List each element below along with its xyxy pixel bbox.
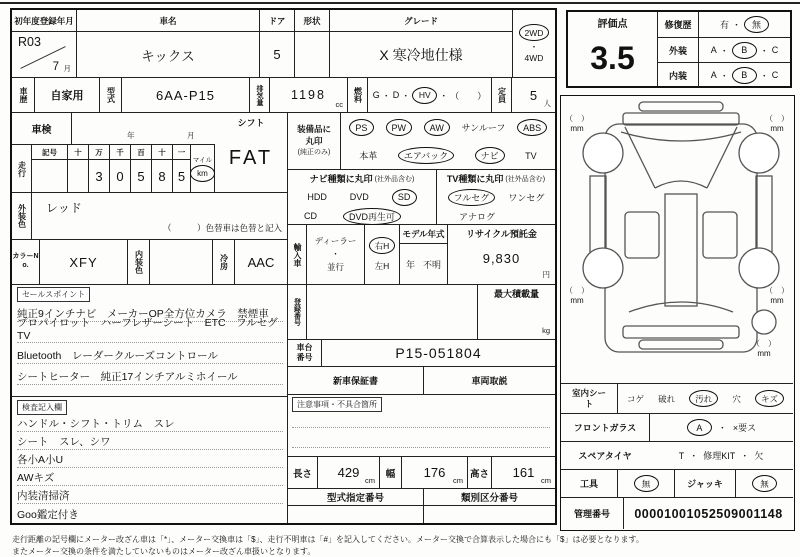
height-value: 161 (512, 465, 535, 480)
type-no-cell (288, 489, 424, 523)
interior-seat-row (561, 384, 793, 414)
nav-cd: CD (304, 211, 317, 221)
shift-value: FAT (228, 147, 274, 169)
km-circled: km (190, 165, 215, 182)
displacement-value-cell (270, 78, 348, 113)
recycle-label: リサイクル預託金 (466, 229, 537, 239)
shape-cell (295, 10, 330, 78)
equipment-label-cell (288, 113, 341, 170)
shaken-label-cell: 車検 (12, 113, 72, 145)
jack-value-cell (736, 470, 793, 497)
exterior-a: A (710, 45, 717, 55)
mileage-label-cell (12, 145, 32, 193)
model-code-value-cell: 6AA-P15 (122, 78, 250, 113)
width-label-cell: 幅 (380, 457, 402, 489)
int-color-label: 内装色 (134, 250, 144, 274)
ac-label-cell (213, 240, 235, 285)
left-handle: 左H (374, 261, 390, 271)
equip-ps-circled: PS (349, 119, 374, 136)
equipment-label-2: 丸印 (305, 136, 323, 147)
fuel-value-cell (368, 78, 492, 113)
tire-depth-mm: mm (770, 296, 784, 306)
note-line: Goo鑑定付き (17, 509, 79, 521)
spare-missing: 欠 (754, 451, 764, 461)
sales-points-cell (12, 285, 288, 397)
tire-depth-mm: mm (770, 124, 784, 134)
capacity-value: 5 (529, 87, 538, 103)
windshield-a-circled: A (687, 419, 712, 436)
drive-cell (513, 10, 555, 78)
door-cell (260, 10, 295, 78)
fuel-dot: ・ (439, 90, 449, 101)
digit-value: 8 (158, 169, 166, 184)
model-year-label: モデル年式 (400, 225, 447, 244)
mile-label: マイル (192, 157, 213, 164)
windshield-x: ×要ス (732, 423, 757, 433)
mileage-digit-cell (131, 145, 152, 193)
rating-score-cell (568, 12, 658, 86)
drive-4wd: 4WD (524, 53, 544, 63)
equipment-items-cell (341, 113, 555, 170)
tv-type-cell (437, 170, 555, 225)
model-year-cell (400, 225, 448, 285)
length-value: 429 (337, 465, 360, 480)
nav-type-sub: (社外品含む) (374, 175, 415, 183)
tire-depth-marker (763, 286, 791, 307)
nav-type-title: ナビ種類に丸印 (309, 174, 373, 184)
fuel-dot: ・ (381, 90, 391, 101)
dot: ・ (717, 423, 727, 433)
mileage-sign-label: 記号 (32, 145, 67, 160)
dot: ・ (719, 45, 729, 56)
displacement-label: 排気量 (256, 84, 263, 106)
height-label-cell: 高さ (468, 457, 492, 489)
sales-points-label: セールスポイント (17, 287, 90, 302)
grade-label: グレード (330, 10, 512, 32)
jack-label: ジャッキ (675, 470, 736, 497)
equip-pw-circled: PW (386, 119, 413, 136)
shaken-year-label: 年 (127, 131, 135, 140)
type-no-label: 型式指定番号 (288, 489, 423, 506)
fuel-hv-circled: HV (412, 87, 437, 104)
note-line: 内装清掃済 (17, 487, 283, 504)
class-no-label: 類別区分番号 (424, 489, 555, 506)
management-no-value: 00001001052509001148 (634, 506, 783, 521)
ext-color-label-cell (12, 193, 32, 240)
exterior-grade-label: 外装 (658, 38, 699, 62)
seat-stain-circled: 汚れ (689, 390, 718, 407)
registration-no-label: 登録番号 (293, 298, 301, 326)
windshield-row (561, 414, 793, 442)
warranty-cell: 新車保証書 (288, 367, 424, 395)
spare-tire-label: スペアタイヤ (578, 451, 632, 461)
caution-line (292, 427, 550, 428)
history-label: 車歴 (19, 87, 28, 103)
class-no-cell (424, 489, 555, 523)
dot: ・ (759, 70, 769, 81)
manual-cell: 車両取説 (424, 367, 555, 395)
interior-grade-label: 内装 (658, 63, 699, 87)
month-unit: 月 (63, 64, 71, 73)
max-load-unit: kg (542, 326, 550, 335)
caution-line (292, 447, 550, 448)
width-unit: cm (453, 476, 463, 485)
int-color-value-cell (150, 240, 213, 285)
interior-a: A (710, 70, 717, 80)
mileage-digit-cell (110, 145, 131, 193)
tire-depth-marker (763, 114, 791, 135)
nav-dvd: DVD (349, 192, 369, 202)
windshield-label: フロントガラス (561, 414, 650, 441)
caution-cell (288, 395, 555, 457)
car-diagram (561, 96, 793, 384)
registration-no-label-cell (288, 285, 307, 340)
tire-depth-mm: mm (757, 349, 771, 359)
displacement-value: 1198 (291, 88, 326, 102)
tire-depth-paren: （ ） (565, 114, 589, 123)
mileage-unit-cell (191, 145, 215, 193)
import-dealer-cell (307, 225, 365, 285)
drive-2wd-circled: 2WD (519, 24, 550, 41)
tire-depth-marker (563, 114, 591, 135)
fuel-paren: （ ） (450, 90, 487, 101)
chassis-label-cell (288, 340, 322, 367)
tools-row (561, 470, 793, 498)
scan-edge-line (0, 2, 800, 4)
first-registration-cell (12, 10, 77, 78)
length-value-cell (318, 457, 380, 489)
rating-label: 評価点 (597, 18, 628, 30)
first-registration-label: 初年度登録年月 (12, 10, 76, 32)
history-label-cell (12, 78, 35, 113)
ac-value-cell: AAC (235, 240, 288, 285)
digit-col-label: 十 (68, 145, 88, 160)
equip-aw-circled: AW (424, 119, 450, 136)
first-registration-year: R03 (18, 35, 41, 49)
model-year-value: 不明 (423, 259, 442, 270)
capacity-label: 定員 (497, 87, 507, 103)
first-registration-month: 7 (52, 61, 59, 73)
grade-value: X 寒冷地仕様 (379, 46, 463, 63)
door-value: 5 (273, 47, 281, 62)
registration-no-value-cell (307, 285, 478, 340)
import-label: 輸入車 (293, 242, 302, 267)
mileage-digit-cell (89, 145, 110, 193)
equip-sunroof: サンルーフ (461, 123, 506, 133)
dot: ・ (759, 45, 769, 56)
equip-navi-circled: ナビ (475, 147, 505, 164)
car-name-cell (77, 10, 260, 78)
grade-cell (330, 10, 513, 78)
digit-col-label: 十 (152, 145, 172, 160)
spare-repair-kit: 修理KIT (703, 451, 736, 461)
repair-no-circled: 無 (744, 16, 769, 33)
handle-cell (365, 225, 400, 285)
height-value-cell (492, 457, 555, 489)
displacement-label-cell (250, 78, 270, 113)
dot: ・ (719, 70, 729, 81)
dot: ・ (689, 451, 699, 461)
tire-depth-marker (563, 286, 591, 307)
equipment-label-1: 装備品に (296, 124, 331, 135)
door-label: ドア (260, 10, 294, 32)
displacement-unit: cc (335, 100, 343, 109)
tire-depth-mm: mm (570, 124, 584, 134)
note-line: 各小A小U (17, 451, 283, 468)
digit-value: 3 (95, 169, 103, 184)
equipment-label-3: (純正のみ) (297, 148, 331, 156)
car-name-label: 車名 (77, 10, 259, 32)
fuel-label: 燃料 (353, 87, 363, 103)
seat-tear: 破れ (658, 393, 676, 404)
exterior-b-circled: B (732, 42, 757, 59)
sales-line: シートヒーター 純正17インチアルミホイール (17, 365, 283, 385)
digit-value (68, 160, 88, 193)
nav-type-cell (288, 170, 437, 225)
dot: ・ (732, 20, 742, 30)
spare-tire-row (561, 442, 793, 470)
drive-dot: ・ (529, 42, 539, 52)
exterior-c: C (771, 45, 779, 55)
model-code-label-cell (100, 78, 122, 113)
rating-table (566, 10, 792, 88)
nav-sd-circled: SD (392, 189, 417, 206)
color-change-note: （ ）色替車は色替と記入 (162, 223, 282, 233)
tv-analog: アナログ (459, 211, 496, 222)
fuel-diesel: D (392, 90, 400, 100)
digit-col-label: 百 (131, 145, 151, 160)
recycle-value: 9,830 (482, 250, 521, 266)
digit-value: 5 (177, 169, 186, 184)
equip-tv: TV (525, 150, 537, 161)
digit-col-label: 一 (173, 145, 190, 160)
digit-col-label: 万 (89, 145, 109, 160)
color-no-label: カラーNo. (12, 253, 39, 269)
shape-value (295, 32, 329, 77)
int-color-label-cell (128, 240, 150, 285)
spare-t: T (678, 450, 685, 461)
dealer-dot: ・ (331, 249, 340, 260)
ext-color-label: 外装色 (17, 204, 27, 228)
management-no-label: 管理番号 (561, 498, 624, 529)
max-load-cell (478, 285, 555, 340)
shaken-date-cell (72, 113, 215, 145)
dealer-label: ディーラー (314, 236, 357, 247)
tv-type-title: TV種類に丸印 (446, 174, 504, 184)
note-line: ハンドル・シフト・トリム スレ (17, 415, 283, 432)
tire-depth-paren: （ ） (565, 286, 589, 295)
mileage-digit-cell (152, 145, 173, 193)
ac-label: 冷房 (219, 254, 229, 270)
sales-line: プロパイロット ハーフレザーシート ETC フルセグTV (17, 323, 283, 343)
tire-depth-paren: （ ） (752, 339, 776, 348)
height-unit: cm (541, 476, 551, 485)
management-no-row (561, 498, 793, 529)
color-no-label-cell (12, 240, 40, 285)
model-year-unit: 年 (405, 259, 415, 270)
shape-label: 形状 (295, 10, 329, 32)
spare-tire-depth-marker (750, 339, 778, 360)
repair-yes: 有 (719, 20, 729, 30)
equip-airbag-circled: エアバック (398, 147, 454, 164)
tv-oneseg: ワンセグ (508, 192, 545, 203)
shaken-month-label: 月 (187, 131, 195, 140)
import-label-cell (288, 225, 307, 285)
interior-b-circled: B (732, 67, 757, 84)
fuel-dot: ・ (401, 90, 411, 101)
car-name-value: キックス (141, 48, 195, 64)
history-value-cell: 自家用 (35, 78, 100, 113)
parallel-label: 並行 (326, 261, 344, 272)
max-load-label: 最大積載量 (493, 288, 539, 299)
right-handle-circled: 右H (369, 237, 396, 254)
mileage-sign-cell (32, 145, 68, 193)
shift-label: シフト (237, 117, 265, 128)
capacity-value-cell (512, 78, 555, 113)
model-code-label: 型式 (106, 87, 116, 103)
sales-line: Bluetooth レーダークルーズコントロール (17, 344, 283, 364)
tools-label: 工具 (561, 470, 618, 497)
dot: ・ (740, 451, 750, 461)
rating-score: 3.5 (590, 39, 635, 76)
caution-label: 注意事項・不具合箇所 (292, 397, 382, 412)
tools-none-circled: 無 (634, 475, 659, 492)
tire-depth-paren: （ ） (765, 286, 789, 295)
fuel-label-cell (348, 78, 368, 113)
mileage-digit-cell (173, 145, 191, 193)
note-line: シート スレ、シワ (17, 433, 283, 450)
chassis-value-cell: P15-051804 (322, 340, 555, 367)
inspector-notes-cell (12, 397, 288, 523)
footer-line-2: またメーター交換の条件を満たしていないものはメーター改ざん車扱いとなります。 (12, 546, 316, 556)
tire-depth-paren: （ ） (765, 114, 789, 123)
fuel-gasoline: G (372, 90, 380, 100)
recycle-unit: 円 (542, 270, 550, 279)
seat-hole: 穴 (732, 393, 741, 404)
inspector-notes-label: 検査記入欄 (17, 400, 67, 415)
jack-none-circled: 無 (752, 475, 777, 492)
right-panel (560, 95, 795, 531)
interior-c: C (771, 70, 779, 80)
capacity-unit: 人 (543, 99, 551, 108)
interior-seat-label-cell (561, 384, 618, 413)
interior-seat-label: 室内シート (572, 387, 607, 409)
nav-hdd: HDD (307, 192, 327, 202)
tools-value-cell (618, 470, 675, 497)
width-value: 176 (423, 465, 446, 480)
mileage-digit-cell (68, 145, 89, 193)
note-line: AWキズ (17, 469, 283, 486)
ext-color-value: レッド (46, 201, 82, 215)
capacity-label-cell (492, 78, 512, 113)
tire-depth-mm: mm (570, 296, 584, 306)
tv-fullseg-circled: フルセグ (448, 189, 496, 206)
sales-line: 純正9インチナビ メーカーOP全方位カメラ 禁煙車 (17, 302, 283, 322)
digit-value: 0 (116, 169, 124, 184)
mileage-label: 走行 (17, 160, 27, 177)
length-unit: cm (365, 476, 375, 485)
equip-leather: 本革 (359, 151, 378, 161)
seat-burn: コゲ (627, 393, 645, 404)
recycle-cell (448, 225, 555, 285)
repair-history-label: 修復歴 (658, 12, 699, 37)
width-value-cell (402, 457, 468, 489)
equip-abs-circled: ABS (517, 119, 547, 136)
shift-cell (215, 113, 288, 193)
footer-line-1: 走行距離の記号欄にメーター改ざん車は「*」、メーター交換車は「$」、走行不明車は「#」を記入してください。メーター交換で合算表示した場合にも「$」は必要となります。 (12, 535, 644, 544)
nav-dvd-play-circled: DVD再生可 (343, 208, 401, 225)
chassis-label: 車台番号 (296, 343, 313, 362)
tv-type-sub: (社外品含む) (505, 175, 546, 183)
digit-value: 5 (137, 169, 145, 184)
ext-color-value-cell (32, 193, 288, 240)
color-no-value-cell: XFY (40, 240, 128, 285)
seat-scratch-circled: キズ (755, 390, 784, 407)
length-label-cell: 長さ (288, 457, 318, 489)
digit-col-label: 千 (110, 145, 130, 160)
footer-note (12, 534, 796, 557)
